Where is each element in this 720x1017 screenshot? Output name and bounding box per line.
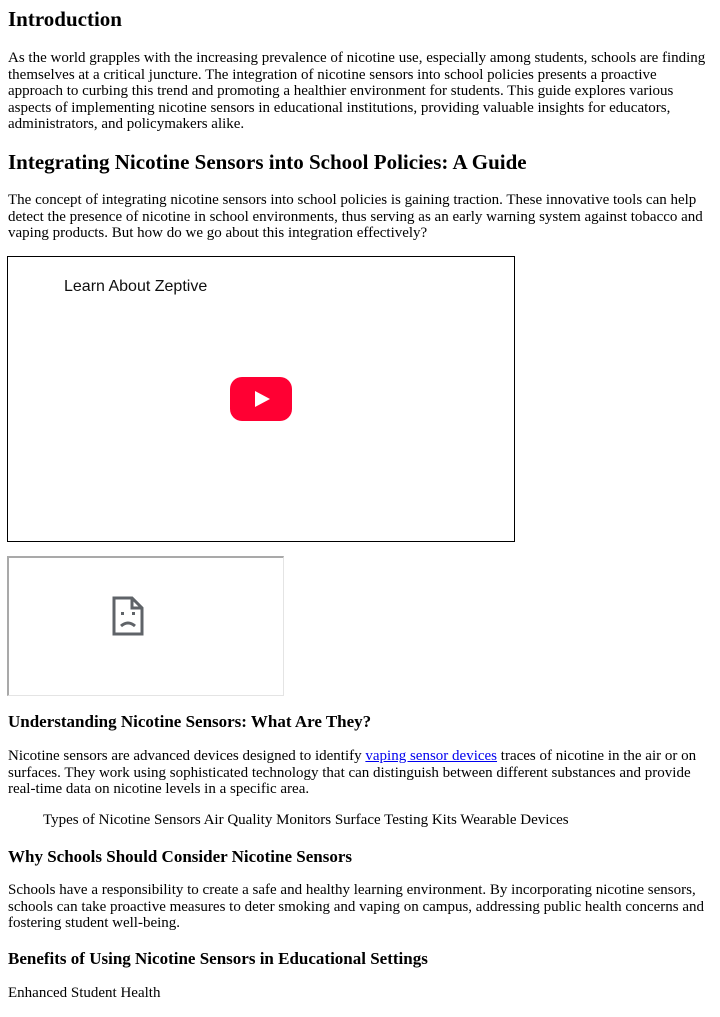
video-embed[interactable] bbox=[7, 256, 515, 542]
guide-paragraph: The concept of integrating nicotine sensors into school policies is gaining traction. These innovative tools can help detect the presence of nicotine in school environments, thus serving as an early warning system against tobacco and vaping products. But how do we go about this integration effectively? bbox=[8, 192, 703, 241]
broken-document-icon bbox=[112, 596, 144, 636]
guide-heading: Integrating Nicotine Sensors into School Policies: A Guide bbox=[8, 150, 527, 174]
video-title[interactable]: Learn About Zeptive bbox=[64, 278, 208, 295]
introduction-paragraph: As the world grapples with the increasing prevalence of nicotine use, especially among students, schools are finding themselves at a critical juncture. The integration of nicotine sensors into school policies presents a proactive approach to curbing this trend and promoting a healthier environment for students. This guide explores various aspects of implementing nicotine sensors in educational institutions, providing valuable insights for educators, administrators, and policymakers alike. bbox=[8, 50, 706, 132]
sensor-types-line: Types of Nicotine Sensors Air Quality Monitors Surface Testing Kits Wearable Devices bbox=[43, 812, 569, 828]
vaping-sensor-devices-link[interactable]: vaping sensor devices bbox=[365, 748, 498, 764]
why-heading: Why Schools Should Consider Nicotine Sensors bbox=[8, 847, 353, 866]
broken-embed-frame bbox=[7, 556, 284, 696]
introduction-heading: Introduction bbox=[8, 7, 122, 31]
benefits-heading: Benefits of Using Nicotine Sensors in Educational Settings bbox=[8, 949, 428, 968]
why-paragraph: Schools have a responsibility to create a safe and healthy learning environment. By incorporating nicotine sensors, schools can take proactive measures to deter smoking and vaping on campus, addressing public health concerns and fostering student well-being. bbox=[8, 882, 705, 931]
understanding-heading: Understanding Nicotine Sensors: What Are They? bbox=[8, 712, 372, 731]
play-icon[interactable] bbox=[230, 377, 292, 421]
understanding-text-before-link: Nicotine sensors are advanced devices designed to identify bbox=[8, 748, 366, 764]
benefit-item: Enhanced Student Health bbox=[8, 985, 161, 1001]
understanding-paragraph bbox=[8, 748, 712, 798]
understanding-text-after-link: traces of nicotine in the air or on surfaces. They work using sophisticated technology that can distinguish between different substances and provide real-time data on nicotine levels in a specific area. bbox=[8, 748, 697, 797]
